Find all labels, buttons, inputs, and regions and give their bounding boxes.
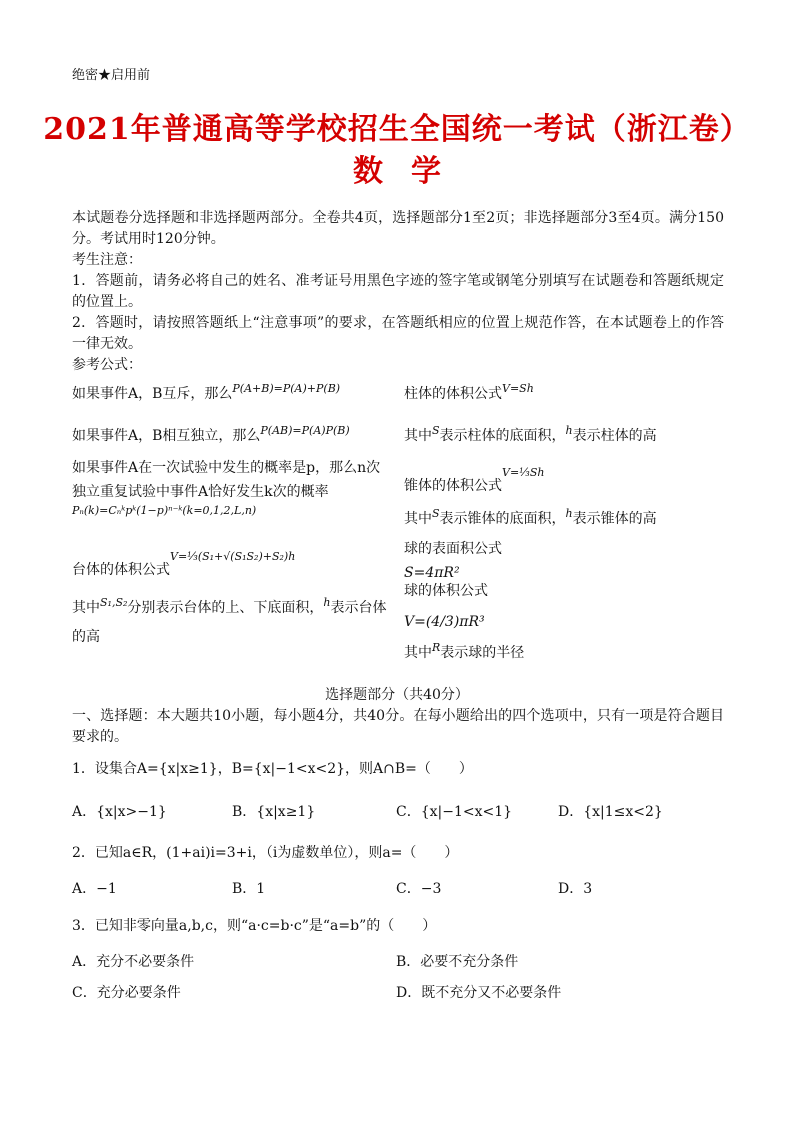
formula-text: 其中 [72,600,100,616]
formula-math: P(AB)=P(A)P(B) [260,424,350,437]
formula-text: 台体的体积公式 [72,562,170,578]
formula-math: P(A+B)=P(A)+P(B) [232,382,341,395]
formula-heading: 参考公式： [72,357,142,373]
formula-math: Pₙ(k)=Cₙᵏpᵏ(1−p)ⁿ⁻ᵏ(k=0,1,2,L,n) [72,504,257,517]
question-2-option-d[interactable]: D．3 [558,881,593,897]
question-2-option-c[interactable]: C．−3 [396,881,442,897]
formula-text: 表示球的半径 [440,645,525,661]
formula-text: 锥体的体积公式 [404,478,502,494]
formula-sphere-note [404,643,724,664]
formula-math: V=⅓(S₁+√(S₁S₂)+S₂)h [170,550,296,563]
formula-math: h [323,596,331,609]
question-3-stem: 3．已知非零向量a,b,c，则“a·c=b·c”是“a=b”的（ ） [72,918,437,934]
formula-text: 表示台体的高 [72,600,387,645]
formula-text: 如果事件A，B互斥，那么 [72,386,233,402]
formula-prism-volume [404,384,724,405]
formula-math: R [432,641,441,654]
formula-frustum-note [72,594,392,652]
question-2-option-b[interactable]: B．1 [232,881,266,897]
formula-binomial [72,456,392,529]
question-2-stem: 2．已知a∈R，(1+ai)i=3+i，（i为虚数单位），则a=（ ） [72,845,459,861]
formula-text: 分别表示台体的上、下底面积， [127,600,324,616]
question-3-option-d[interactable]: D．既不充分又不必要条件 [396,985,562,1001]
formula-mutually-exclusive [72,384,392,405]
formula-math: h [565,507,573,520]
exam-subject: 数学 [353,154,469,189]
notice-heading: 考生注意： [72,252,142,268]
notice-item-2: 2．答题时，请按照答题纸上“注意事项”的要求，在答题纸相应的位置上规范作答，在本试题卷上的作答一律无效。 [72,315,724,352]
question-1-option-a[interactable]: A．{x|x>−1} [72,804,167,820]
formula-text: 表示锥体的底面积， [439,511,566,527]
question-1-stem: 1．设集合A={x|x≥1}，B={x|−1<x<2}，则A∩B=（ ） [72,761,473,777]
formula-text: 表示柱体的高 [572,428,657,444]
formula-independent [72,426,392,447]
formula-sphere-volume: V=(4/3)πR³ [404,614,485,630]
notice-item-1: 1．答题前，请务必将自己的姓名、准考证号用黑色字迹的签字笔或钢笔分别填写在试题卷和答题纸规定的位置上。 [72,273,724,310]
formula-math: h [565,424,573,437]
question-3-option-c[interactable]: C．充分必要条件 [72,985,181,1001]
question-1-option-b[interactable]: B．{x|x≥1} [232,804,316,820]
formula-text: 如果事件A，B相互独立，那么 [72,428,261,444]
formula-text: 表示锥体的高 [572,511,657,527]
question-3-option-a[interactable]: A．充分不必要条件 [72,954,195,970]
formula-math: S [432,424,440,437]
confidential-label: 绝密★启用前 [72,68,151,83]
section-instruction: 一、选择题：本大题共10小题，每小题4分，共40分。在每小题给出的四个选项中，只有一项是符合题目要求的。 [72,708,724,745]
formula-math: V=⅓Sh [502,466,545,479]
exam-title: 2021年普通高等学校招生全国统一考试（浙江卷） [43,112,751,147]
formula-text: 其中 [404,428,432,444]
formula-math: S [432,507,440,520]
question-1-option-d[interactable]: D．{x|1≤x<2} [558,804,663,820]
intro-paragraph: 本试题卷分选择题和非选择题两部分。全卷共4页，选择题部分1至2页；非选择题部分3至4页。满分150分。考试用时120分钟。 [72,210,724,247]
section-heading: 选择题部分（共40分） [325,687,469,703]
question-1-option-c[interactable]: C．{x|−1<x<1} [396,804,513,820]
formula-text: 其中 [404,511,432,527]
formula-sphere-volume-label: 球的体积公式 [404,583,488,599]
formula-pyramid-note [404,509,724,530]
formula-text: 表示柱体的底面积， [439,428,566,444]
formula-sphere-area-label: 球的表面积公式 [404,541,502,557]
question-3-option-b[interactable]: B．必要不充分条件 [396,954,519,970]
formula-text: 如果事件A在一次试验中发生的概率是p，那么n次独立重复试验中事件A恰好发生k次的概率 [72,460,381,500]
formula-text: 柱体的体积公式 [404,386,502,402]
formula-text: 其中 [404,645,432,661]
formula-math: S₁,S₂ [100,596,128,609]
question-2-option-a[interactable]: A．−1 [72,881,117,897]
formula-prism-note [404,426,724,447]
formula-sphere-area: S=4πR² [404,565,460,581]
formula-math: V=Sh [502,382,534,395]
